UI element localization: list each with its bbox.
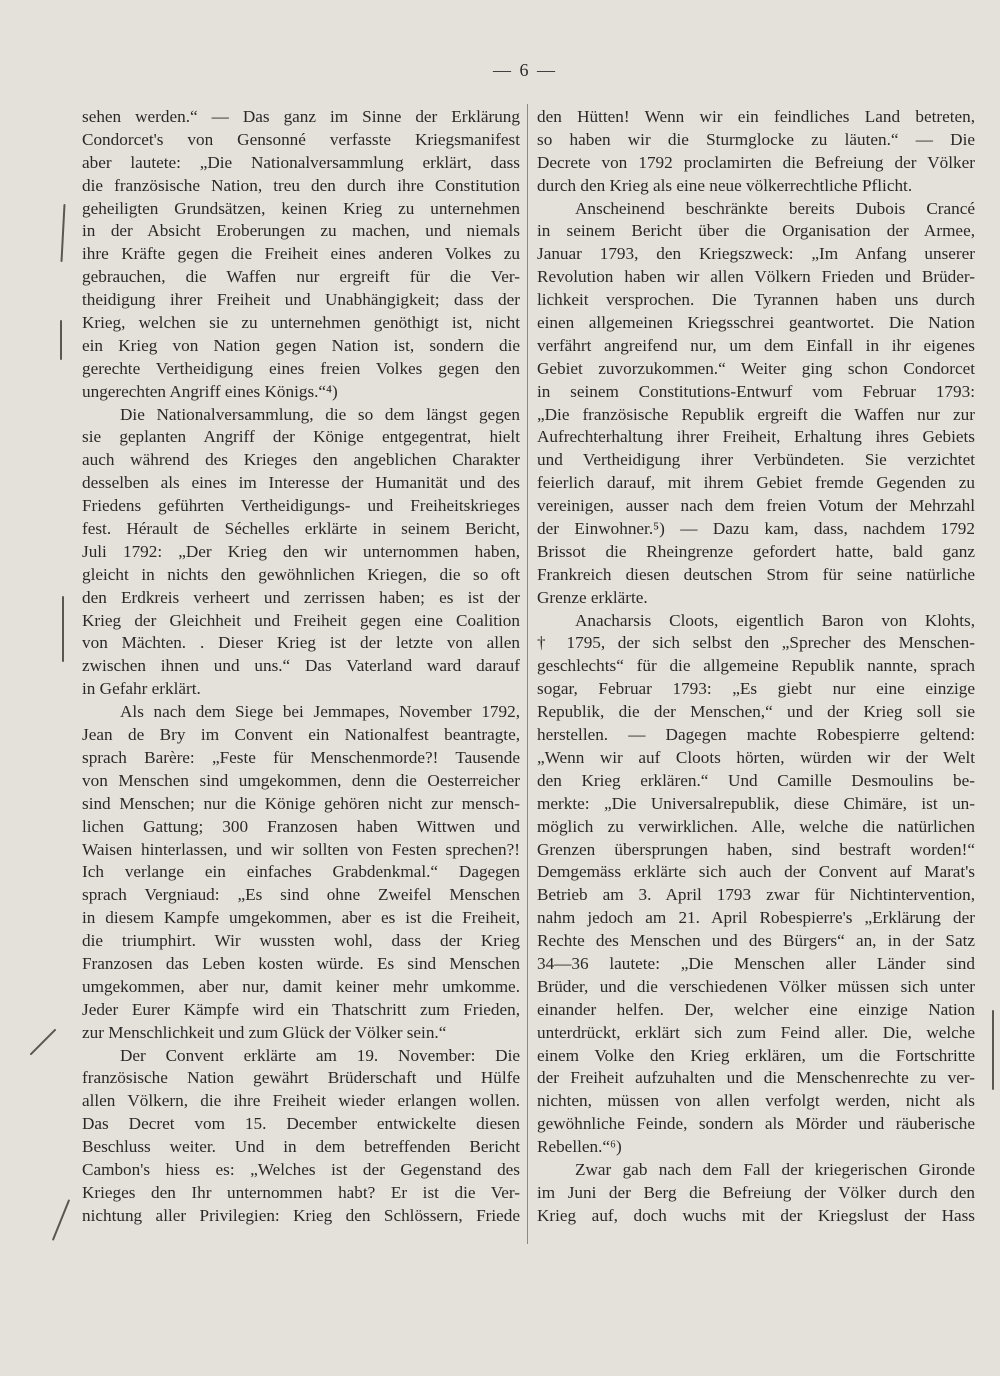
right-column-line: herstellen. — Dagegen machte Robespierre geltend: — [537, 725, 975, 745]
left-column-line: nichtung aller Privilegien: Krieg den Schlössern, Friede — [82, 1205, 520, 1225]
left-column-line: Der Convent erklärte am 19. November: Die — [120, 1045, 520, 1065]
right-column-line: Rechte des Menschen und des Bürgers“ an, in der Satz — [537, 931, 975, 951]
right-column-line: Demgemäss erklärte sich auch der Convent auf Marat's — [537, 862, 975, 882]
left-column-line: Als nach dem Siege bei Jemmapes, November 1792, — [120, 702, 520, 722]
left-column-line: aber lautete: „Die Nationalversammlung erklärt, dass — [82, 152, 520, 172]
left-column-line: allen Völkern, die ihre Freiheit wieder erlangen wollen. — [82, 1091, 520, 1111]
left-column-line: sprach Vergniaud: „Es sind ohne Zweifel Menschen — [82, 885, 520, 905]
right-column-line: durch den Krieg als eine neue völkerrechtliche Pflicht. — [537, 175, 913, 195]
left-column-line: gleicht in nichts den gewöhnlichen Kriegen, die so oft — [82, 564, 520, 584]
right-column-line: den Krieg erklären.“ Und Camille Desmoulins be- — [537, 770, 975, 790]
left-column-line: umgekommen, aber nur, damit keiner mehr umkomme. — [82, 976, 520, 996]
right-column-line: Brüder, und die verschiedenen Völker müssen sich unter — [537, 976, 975, 996]
left-column-line: ihre Kräfte gegen die Freiheit eines anderen Volkes zu — [82, 244, 520, 264]
left-column-line: Krieg der Gleichheit und Freiheit gegen eine Coalition — [82, 610, 520, 630]
left-column-line: von Mächten. . Dieser Krieg ist der letzte von allen — [82, 633, 520, 653]
right-column-line: Brissot die Rheingrenze gefordert hatte, bald ganz — [537, 541, 975, 561]
right-column-line: merkte: „Die Universalrepublik, diese Chimäre, ist un- — [537, 793, 975, 813]
right-column-line: feierlich darauf, mit ihrem Gebiet fremde Gegenden zu — [537, 473, 975, 493]
margin-pencil-mark — [62, 596, 64, 662]
left-column-line: desselben als eines im Interesse der Humanität und des — [82, 473, 520, 493]
right-column-line: in seinem Constitutions-Entwurf vom Februar 1793: — [537, 381, 975, 401]
right-column-line: Rebellen.“⁶) — [537, 1137, 622, 1157]
right-column-line: sogar, Februar 1793: „Es giebt nur eine einzige — [537, 679, 975, 699]
left-column-line: Ich verlange ein einfaches Grabdenkmal.“ Dagegen — [82, 862, 520, 882]
left-column-line: lichen Gattung; 300 Franzosen haben Wittwen und — [82, 816, 520, 836]
left-column-line: Franzosen das Leben kosten würde. Es sind Menschen — [82, 953, 520, 973]
right-column-line: „Die französische Republik ergreift die Waffen nur zur — [537, 404, 975, 424]
right-column-line: der Freiheit aufzuhalten und die Menschenrechte zu ver- — [537, 1068, 975, 1088]
left-column-line: Beschluss weiter. Und in dem betreffenden Bericht — [82, 1137, 520, 1157]
margin-pencil-mark — [60, 204, 65, 262]
right-column-line: und Vertheidigung ihrer Verbündeten. Sie verzichtet — [537, 450, 975, 470]
right-column-line: Decrete von 1792 proclamirten die Befreiung der Völker — [537, 152, 975, 172]
margin-pencil-mark — [992, 1010, 994, 1090]
right-column-line: nahm jedoch am 21. April Robespierre's „Erklärung der — [537, 908, 975, 928]
right-column-line: in seinem Bericht über die Organisation der Armee, — [537, 221, 975, 241]
left-column-line: Krieg, welchen sie zu unternehmen genöthigt ist, nicht — [82, 313, 520, 333]
column-divider — [527, 104, 528, 1244]
left-column-line: Friedens geführten Vertheidigungs- und Freiheitskrieges — [82, 496, 520, 516]
left-column-line: gebrauchen, die Waffen nur ergreift für die Ver- — [82, 267, 520, 287]
page-number: — 6 — — [493, 60, 557, 80]
right-column-line: Aufrechterhaltung ihrer Freiheit, Erhaltung ihres Gebiets — [537, 427, 975, 447]
left-column-line: in diesem Kampfe umgekommen, aber es ist die Freiheit, — [82, 908, 520, 928]
left-column-line: Waisen hinterlassen, und wir sollten von Festen sprechen?! — [82, 839, 520, 859]
left-column-line: fest. Hérault de Séchelles erklärte in seinem Bericht, — [82, 519, 520, 539]
margin-pencil-mark — [60, 320, 62, 360]
left-column-line: zwischen ihnen und uns.“ Das Vaterland ward darauf — [82, 656, 520, 676]
right-column-line: nichten, müssen von allen verfolgt werden, nicht als — [537, 1091, 975, 1111]
left-column-line: Das Decret vom 15. December entwickelte diesen — [82, 1114, 520, 1134]
right-column-line: Frankreich diesen deutschen Strom für seine natürliche — [537, 564, 975, 584]
right-column-line: vereinigen, ausser nach dem freien Votum der Mehrzahl — [537, 496, 975, 516]
left-column-line: theidigung ihrer Freiheit und Unabhängigkeit; dass der — [82, 290, 520, 310]
left-column-line: Cambon's hiess es: „Welches ist der Gegenstand des — [82, 1159, 520, 1179]
right-column-line: † 1795, der sich selbst den „Sprecher des Menschen- — [537, 633, 975, 653]
right-column-line: so haben wir die Sturmglocke zu läuten.“ — Die — [537, 129, 975, 149]
left-column-line: Krieges den Ihr unternommen habt? Er ist die Ver- — [82, 1182, 520, 1202]
left-column-line: sie geplanten Angriff der Könige entgegentrat, hielt — [82, 427, 520, 447]
right-column-line: Zwar gab nach dem Fall der kriegerischen Gironde — [575, 1159, 975, 1179]
left-column-line: die französische Nation, treu den durch ihre Constitution — [82, 175, 520, 195]
right-column-line: den Hütten! Wenn wir ein feindliches Land betreten, — [537, 107, 975, 126]
left-column-line: gerechte Vertheidigung eines freien Volkes gegen den — [82, 358, 520, 378]
left-column-line: Condorcet's von Gensonné verfasste Kriegsmanifest — [82, 129, 520, 149]
left-column-line: die triumphirt. Wir wussten wohl, dass der Krieg — [82, 931, 520, 951]
left-column-line: geheiligten Grundsätzen, keinen Krieg zu unternehmen — [82, 198, 520, 218]
right-column-line: der Einwohner.⁵) — Dazu kam, dass, nachdem 1792 — [537, 519, 975, 539]
left-column-line: Juli 1792: „Der Krieg den wir unternommen haben, — [82, 541, 520, 561]
right-column-line: 34—36 lautete: „Die Menschen aller Länder sind — [537, 953, 975, 973]
right-column-line: möglich zu verwirklichen. Alle, welche die natürlichen — [537, 816, 975, 836]
right-column-line: unterdrückt, erklärt sich zum Feind aller. Die, welche — [537, 1022, 975, 1042]
left-column-line: sehen werden.“ — Das ganz im Sinne der Erklärung — [82, 107, 520, 126]
left-column-line: auch während des Krieges den angeblichen Charakter — [82, 450, 520, 470]
right-column-line: Gebiet zuvorzukommen.“ Weiter ging schon Condorcet — [537, 358, 975, 378]
left-column-line: französische Nation gewährt Brüderschaft und Hülfe — [82, 1068, 520, 1088]
right-column-line: Grenze erklärte. — [537, 587, 648, 607]
right-column-line: Betrieb am 3. April 1793 zwar für Nichtintervention, — [537, 885, 975, 905]
left-column-line: Jeder Eurer Kämpfe wird ein Thatschritt zum Frieden, — [82, 999, 520, 1019]
left-column-line: sprach Barère: „Feste für Menschenmorde?! Tausende — [82, 747, 520, 767]
right-column-line: Republik, die der Menschen,“ und der Krieg soll sie — [537, 702, 975, 722]
left-column-line: in der Absicht Eroberungen zu machen, und niemals — [82, 221, 520, 241]
left-column-line: sind Menschen; nur die Könige gehören nicht zur mensch- — [82, 793, 520, 813]
right-column-line: Anscheinend beschränkte bereits Dubois Crancé — [575, 198, 975, 218]
right-column-line: Revolution haben wir allen Völkern Frieden und Brüder- — [537, 267, 975, 287]
left-column-line: ungerechten Angriff eines Königs.“⁴) — [82, 381, 338, 401]
right-column-line: Anacharsis Cloots, eigentlich Baron von Klohts, — [575, 610, 975, 630]
right-column-line: verfährt angreifend nur, um dem Einfall in ihr eigenes — [537, 335, 975, 355]
left-column-line: von Menschen sind umgekommen, denn die Oesterreicher — [82, 770, 520, 790]
right-text-column — [537, 106, 975, 1228]
margin-pencil-mark — [30, 1029, 57, 1056]
left-column-line: zur Menschlichkeit und zum Glück der Völker sein.“ — [82, 1022, 447, 1042]
right-column-line: einem Volke den Krieg erklären, um die Fortschritte — [537, 1045, 975, 1065]
right-column-line: Krieg auf, doch wuchs mit der Kriegslust der Hass — [537, 1205, 975, 1225]
right-column-line: geschlechts“ für die allgemeine Republik nannte, sprach — [537, 656, 975, 676]
right-column-line: gewöhnliche Feinde, sondern als Mörder und räuberische — [537, 1114, 975, 1134]
margin-pencil-mark — [52, 1199, 70, 1241]
left-column-line: den Erdkreis verheert und zerrissen haben; es ist der — [82, 587, 520, 607]
right-column-line: einander helfen. Der, welcher eine einzige Nation — [537, 999, 975, 1019]
left-column-line: Die Nationalversammlung, die so dem längst gegen — [120, 404, 520, 424]
right-column-line: lichkeit versprochen. Die Tyrannen haben uns durch — [537, 290, 975, 310]
right-column-line: im Juni der Berg die Befreiung der Völker durch den — [537, 1182, 975, 1202]
right-column-line: Januar 1793, den Kriegszweck: „Im Anfang unserer — [537, 244, 975, 264]
left-column-line: Jean de Bry im Convent ein Nationalfest beantragte, — [82, 725, 520, 745]
left-column-line: ein Krieg von Nation gegen Nation ist, sondern die — [82, 335, 520, 355]
right-column-line: einen allgemeinen Kriegsschrei geantwortet. Die Nation — [537, 313, 975, 333]
left-text-column — [82, 106, 520, 1228]
right-column-line: „Wenn wir auf Cloots hörten, würden wir der Welt — [537, 747, 975, 767]
left-column-line: in Gefahr erklärt. — [82, 679, 201, 699]
right-column-line: Grenzen übersprungen haben, sind bestraft worden!“ — [537, 839, 975, 859]
